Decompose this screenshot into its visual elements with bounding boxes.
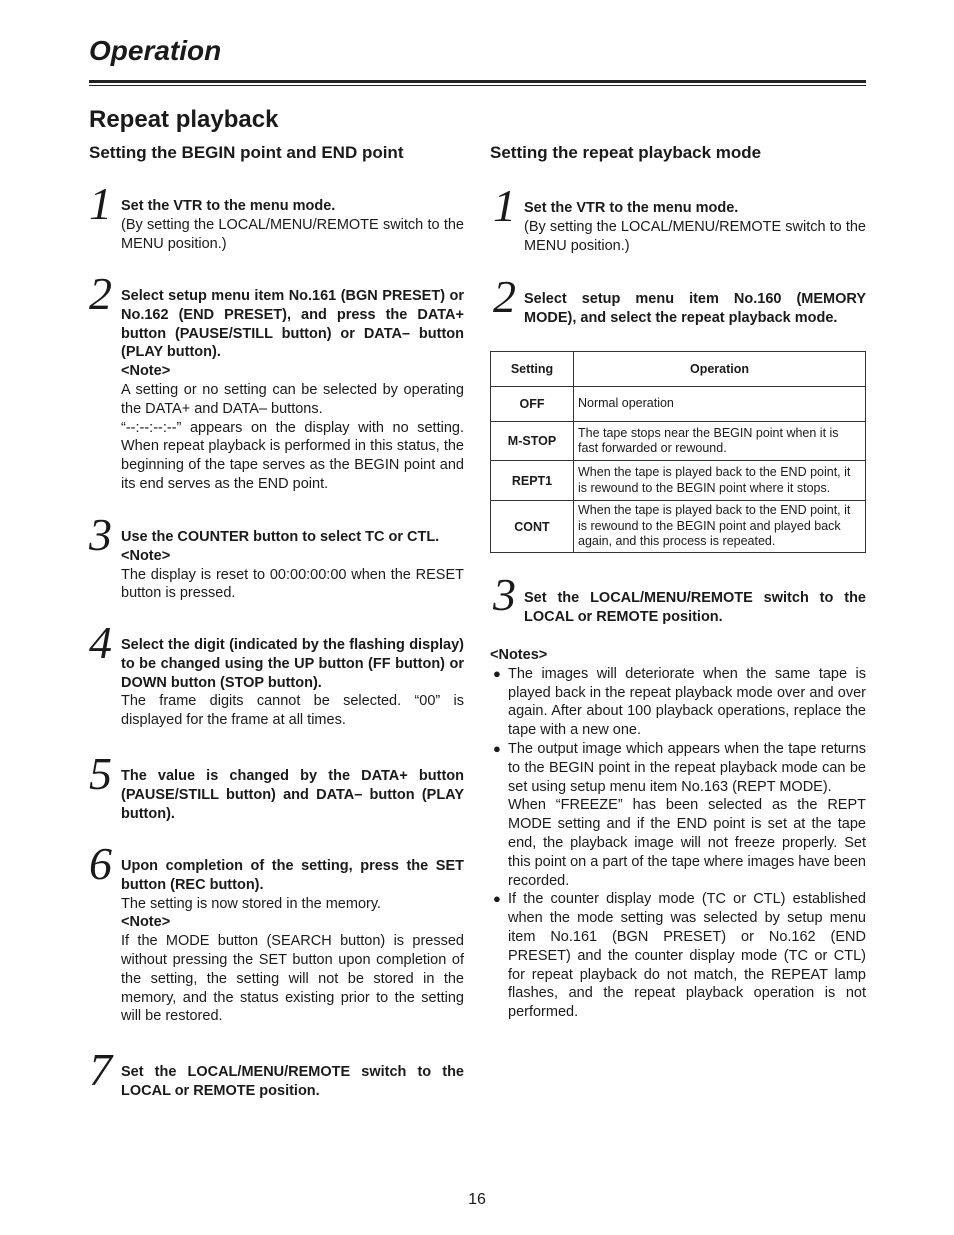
table-cell-operation: Normal operation <box>574 387 866 422</box>
step-number: 4 <box>89 617 112 668</box>
step-number: 6 <box>89 838 112 889</box>
bullet-icon: ● <box>493 665 501 681</box>
step-title: Set the VTR to the menu mode. <box>121 198 336 214</box>
step-title: Select setup menu item No.161 (BGN PRESET) or No.162 (END PRESET), and press the DATA+ button (PAUSE/STILL button) or DATA– button (PLAY button). <box>121 288 464 361</box>
table-row <box>491 387 866 422</box>
step-text: The setting is now stored in the memory. <box>121 895 382 912</box>
notes-section <box>490 646 866 1022</box>
table-cell-setting: OFF <box>491 387 574 422</box>
note-label: <Note> <box>121 363 171 380</box>
step-text: (By setting the LOCAL/MENU/REMOTE switch to the MENU position.) <box>524 218 866 254</box>
left-subhead: Setting the BEGIN point and END point <box>89 143 404 162</box>
table-header-setting: Setting <box>491 352 574 387</box>
bullet-icon: ● <box>493 891 501 907</box>
step-text: A setting or no setting can be selected by operating the DATA+ and DATA– buttons. <box>121 381 464 417</box>
step-number: 5 <box>89 748 112 799</box>
step-title: Use the COUNTER button to select TC or CTL. <box>121 529 440 545</box>
step-text: The frame digits cannot be selected. “00” is displayed for the frame at all times. <box>121 693 464 729</box>
repeat-mode-table <box>490 351 866 553</box>
table-row <box>491 422 866 461</box>
table-cell-setting: REPT1 <box>491 461 574 501</box>
table-cell-operation: When the tape is played back to the END point, it is rewound to the BEGIN point where it stops. <box>574 461 866 501</box>
section-title: Repeat playback <box>89 106 279 133</box>
list-item <box>490 740 866 890</box>
step-number: 2 <box>493 271 516 322</box>
note-text: When “FREEZE” has been selected as the REPT MODE setting and if the END point is set at the tape end, the playback image will not freeze properly. Set this point on a part of the tape where images have been recorded. <box>508 797 866 889</box>
list-item <box>490 665 866 740</box>
note-label: <Note> <box>121 914 171 931</box>
table-cell-setting: CONT <box>491 501 574 553</box>
step-title: Upon completion of the setting, press the SET button (REC button). <box>121 858 464 893</box>
note-text: If the counter display mode (TC or CTL) established when the mode setting was selected by setup menu item No.161 (BGN PRESET) or No.162 (END PRESET) and the counter display mode (TC or CTL) for repeat playback do not match, the REPEAT lamp flashes, and the repeat playback operation is not performed. <box>508 891 866 1021</box>
table-row <box>491 501 866 553</box>
step-title: Set the VTR to the menu mode. <box>524 200 739 216</box>
table-cell-operation: When the tape is played back to the END point, it is rewound to the BEGIN point and played back again, and this process is repeated. <box>574 501 866 553</box>
table-cell-setting: M-STOP <box>491 422 574 461</box>
note-label: <Note> <box>121 547 171 564</box>
note-text: The images will deteriorate when the same tape is played back in the repeat playback mode over and over again. After about 100 playback operations, replace the tape with a new one. <box>508 665 866 739</box>
step-title: The value is changed by the DATA+ button (PAUSE/STILL button) and DATA– button (PLAY button). <box>121 768 464 822</box>
note-text: The output image which appears when the tape returns to the BEGIN point in the repeat playback mode can be set using setup menu item No.163 (REPT MODE). <box>508 740 866 795</box>
header-rule <box>89 80 866 86</box>
list-item <box>490 890 866 1022</box>
bullet-icon: ● <box>493 740 501 756</box>
table-row <box>491 461 866 501</box>
table-header-row <box>491 352 866 387</box>
step-number: 7 <box>89 1044 112 1095</box>
step-title: Select the digit (indicated by the flashing display) to be changed using the UP button (FF button) or DOWN button (STOP button). <box>121 637 464 691</box>
step-number: 1 <box>89 178 112 229</box>
step-title: Select setup menu item No.160 (MEMORY MODE), and select the repeat playback mode. <box>524 291 866 326</box>
step-text: The display is reset to 00:00:00:00 when the RESET button is pressed. <box>121 566 464 602</box>
step-title: Set the LOCAL/MENU/REMOTE switch to the LOCAL or REMOTE position. <box>121 1064 464 1099</box>
table-cell-operation: The tape stops near the BEGIN point when it is fast forwarded or rewound. <box>574 422 866 461</box>
page-header-title: Operation <box>89 35 222 66</box>
step-text: If the MODE button (SEARCH button) is pressed without pressing the SET button upon completion of the setting, the setting will not be stored in the memory, and the status existing prior to the setting will be restored. <box>121 933 464 1025</box>
step-number: 3 <box>89 509 112 560</box>
step-text: “--:--:--:--” appears on the display with no setting. When repeat playback is performed in this status, the beginning of the tape serves as the BEGIN point and its end serves as the END point. <box>121 419 464 492</box>
step-text: (By setting the LOCAL/MENU/REMOTE switch to the MENU position.) <box>121 216 464 252</box>
step-number: 2 <box>89 268 112 319</box>
step-title: Set the LOCAL/MENU/REMOTE switch to the LOCAL or REMOTE position. <box>524 590 866 625</box>
step-number: 1 <box>493 180 516 231</box>
notes-list <box>490 665 866 1022</box>
table-header-operation: Operation <box>574 352 866 387</box>
page-number: 16 <box>468 1191 486 1208</box>
step-number: 3 <box>493 569 516 620</box>
right-subhead: Setting the repeat playback mode <box>490 143 762 162</box>
notes-title: <Notes> <box>490 647 548 663</box>
